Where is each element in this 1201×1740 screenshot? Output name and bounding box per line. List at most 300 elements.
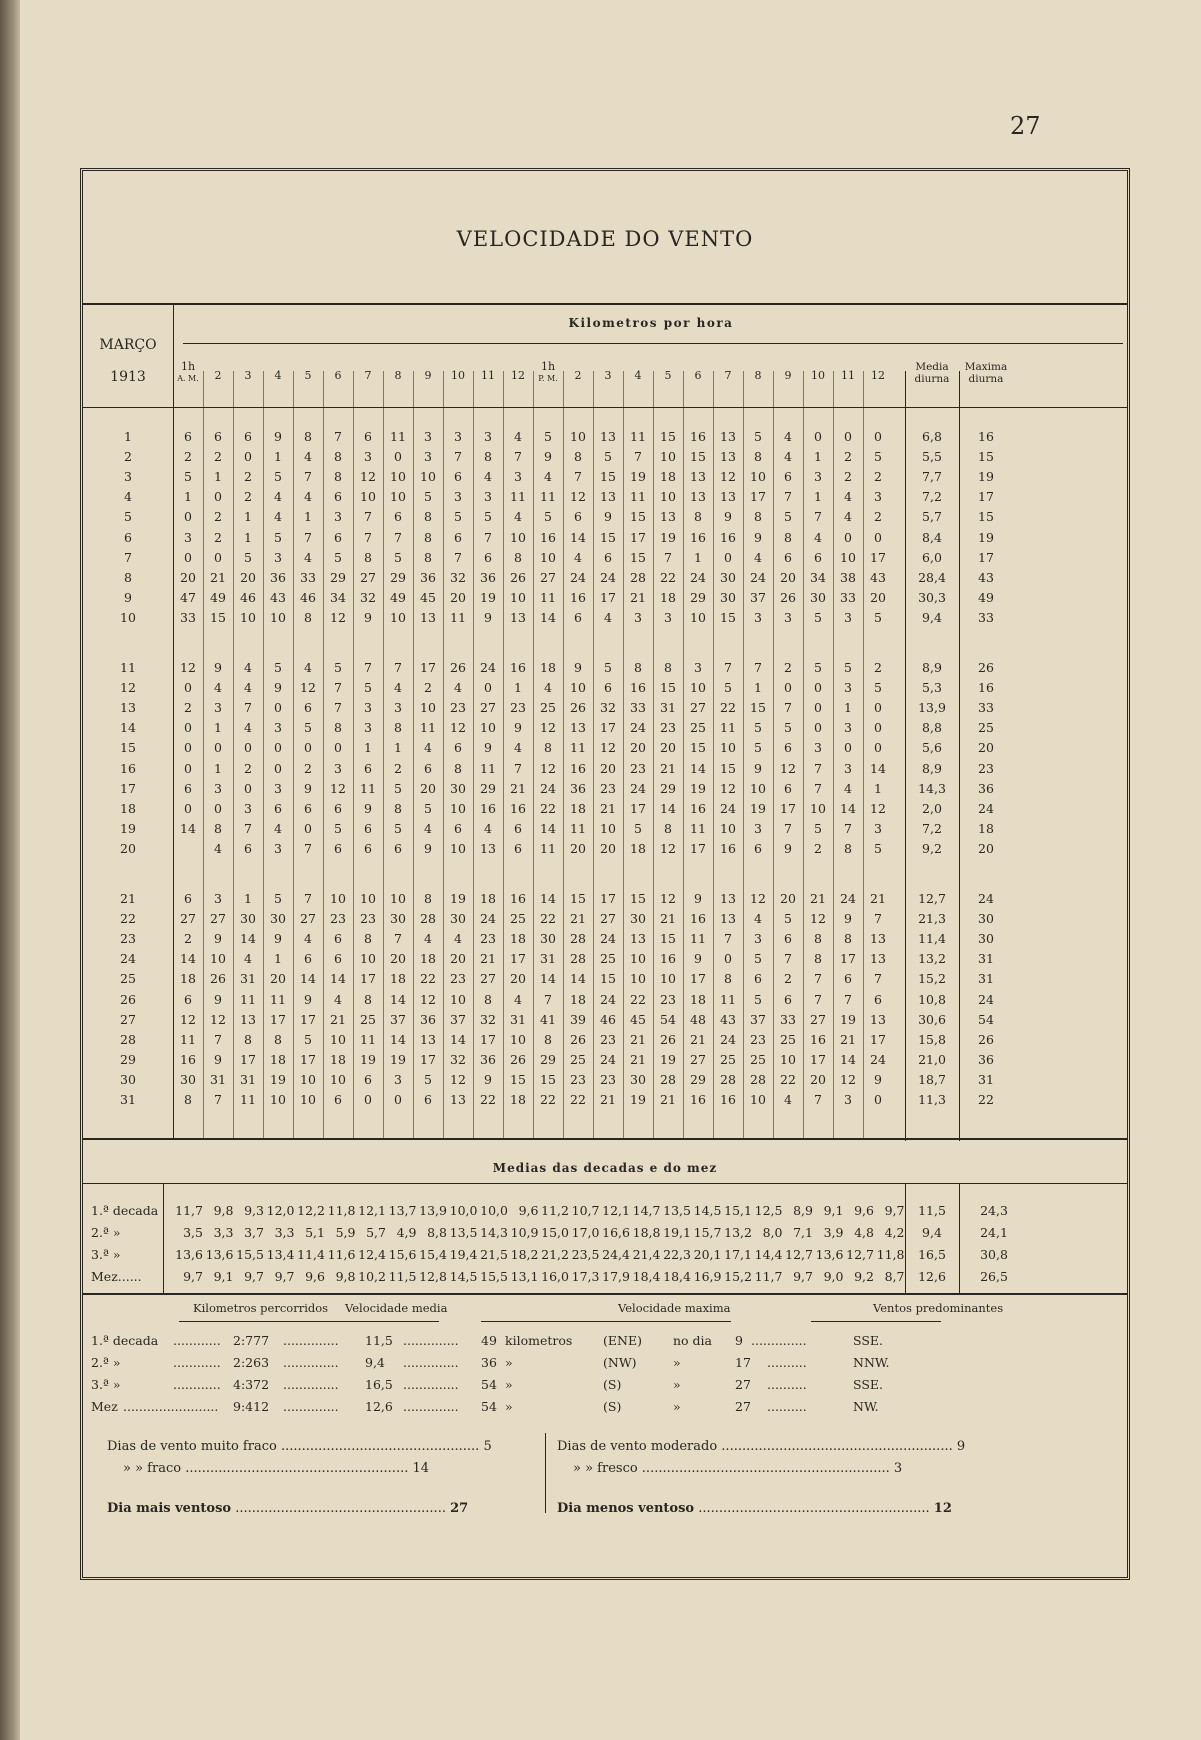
hourly-value: 10: [720, 820, 736, 836]
hourly-value: 5: [874, 609, 882, 625]
day-number: 6: [124, 529, 132, 545]
hourly-value: 46: [240, 589, 256, 605]
hourly-value: 22: [780, 1071, 796, 1087]
hourly-value: 8: [484, 991, 492, 1007]
vento-value: NW.: [853, 1399, 879, 1414]
maxima-diurna-value: 16: [978, 680, 994, 696]
hourly-value: 8: [334, 720, 342, 736]
hourly-value: 7: [364, 509, 372, 525]
ventos-header: Ventos predominantes: [873, 1301, 1004, 1315]
decade-value: 8,0: [762, 1225, 783, 1240]
decade-value: 10,0: [480, 1203, 508, 1218]
hourly-value: 1: [754, 680, 762, 696]
hourly-value: 30: [720, 569, 736, 585]
hourly-value: 37: [450, 1011, 466, 1027]
hourly-value: 10: [450, 800, 466, 816]
hourly-value: 7: [454, 549, 462, 565]
hour-header: 11: [841, 369, 855, 382]
hourly-value: 9: [424, 840, 432, 856]
hourly-value: 8: [784, 529, 792, 545]
hourly-value: 9: [274, 931, 282, 947]
hourly-value: 17: [630, 800, 646, 816]
hourly-value: 14: [540, 891, 556, 906]
hourly-value: 5: [814, 820, 822, 836]
grid-vline: [203, 371, 204, 1138]
media-diurna-value: 8,9: [922, 760, 942, 776]
hourly-value: 10: [810, 800, 826, 816]
decade-value: 11,6: [327, 1247, 356, 1262]
hourly-value: 2: [214, 529, 222, 545]
hourly-value: 30: [180, 1071, 196, 1087]
decade-value: 14,3: [480, 1225, 508, 1240]
decade-value: 11,7: [754, 1269, 783, 1284]
hourly-value: 0: [274, 700, 282, 716]
decade-value: 15,1: [724, 1203, 752, 1218]
hourly-value: 18: [570, 991, 586, 1007]
decade-value: 13,6: [815, 1247, 844, 1262]
hourly-value: 0: [184, 760, 192, 776]
hourly-value: 3: [214, 700, 222, 716]
grid-vline: [563, 371, 564, 1138]
hourly-value: 17: [750, 489, 766, 505]
decade-value: 21,2: [541, 1247, 569, 1262]
hourly-value: 17: [600, 589, 616, 605]
leader-dots: ..........: [767, 1399, 807, 1414]
hourly-value: 22: [420, 971, 436, 987]
hourly-value: 47: [180, 589, 196, 605]
hourly-value: 6: [364, 760, 372, 776]
vento-value: NNW.: [853, 1355, 890, 1370]
leader-dots: ............: [173, 1355, 221, 1370]
hourly-value: 2: [784, 971, 792, 987]
decade-value: 9,8: [213, 1203, 234, 1218]
note-menos-label: Dia menos ventoso: [557, 1501, 695, 1516]
hourly-value: 14: [840, 1051, 856, 1067]
hourly-value: 8: [334, 449, 342, 465]
day-number: 22: [120, 911, 136, 927]
hourly-value: 8: [424, 529, 432, 545]
hourly-value: 27: [810, 1011, 826, 1027]
maxima-diurna-header: Maxima diurna: [964, 361, 1008, 385]
hourly-value: 15: [600, 971, 616, 987]
hourly-value: 0: [244, 740, 252, 756]
km-value: 2:263: [233, 1355, 270, 1370]
hourly-value: 9: [694, 951, 702, 967]
maxima-diurna-value: 31: [978, 951, 994, 967]
hourly-value: 6: [244, 429, 252, 444]
hourly-value: 16: [510, 800, 526, 816]
hourly-value: 10: [240, 609, 256, 625]
hourly-value: 13: [870, 1011, 886, 1027]
hourly-value: 5: [604, 449, 612, 465]
hourly-value: 5: [424, 800, 432, 816]
hourly-value: 20: [180, 569, 196, 585]
hourly-value: 1: [304, 509, 312, 525]
hourly-value: 16: [690, 800, 706, 816]
hourly-value: 6: [304, 700, 312, 716]
hourly-value: 11: [540, 840, 556, 856]
hourly-value: 0: [874, 529, 882, 545]
hourly-value: 9: [214, 1051, 222, 1067]
decade-value: 13,5: [449, 1225, 478, 1240]
hourly-value: 43: [270, 589, 286, 605]
hourly-value: 12: [720, 469, 736, 485]
decade-value: 10,9: [510, 1225, 539, 1240]
hourly-value: 7: [244, 820, 252, 836]
hourly-value: 3: [274, 840, 282, 856]
hourly-value: 23: [750, 1031, 766, 1047]
decade-value: 9,0: [823, 1269, 844, 1284]
media-diurna-value: 7,2: [922, 489, 942, 505]
hourly-value: 6: [334, 800, 342, 816]
day-number: 12: [120, 680, 136, 696]
dia-value: 17: [735, 1355, 751, 1370]
media-diurna-value: 30,3: [918, 589, 946, 605]
hourly-value: 19: [630, 1092, 646, 1107]
hourly-value: 15: [600, 529, 616, 545]
hourly-value: 12: [330, 780, 346, 796]
decade-value: 11,8: [327, 1203, 356, 1218]
hourly-value: 2: [844, 469, 852, 485]
hourly-value: 3: [844, 680, 852, 696]
hourly-value: 0: [184, 680, 192, 696]
hourly-value: 19: [390, 1051, 406, 1067]
hourly-value: 14: [390, 1031, 406, 1047]
hourly-value: 21: [810, 891, 826, 906]
hourly-value: 10: [660, 449, 676, 465]
hour-header-main: 1h: [540, 360, 556, 373]
decade-value: 13,5: [663, 1203, 691, 1218]
maxima-diurna-value: 24: [978, 991, 994, 1007]
hourly-value: 21: [660, 1092, 676, 1107]
day-number: 28: [120, 1031, 136, 1047]
hourly-value: 24: [600, 1051, 616, 1067]
hourly-value: 31: [510, 1011, 526, 1027]
hourly-value: 10: [270, 609, 286, 625]
hourly-value: 3: [274, 780, 282, 796]
hourly-value: 11: [540, 489, 556, 505]
note-moderado-value: 9: [956, 1439, 966, 1454]
hourly-value: 4: [784, 1092, 792, 1107]
hourly-value: 39: [570, 1011, 586, 1027]
hourly-value: 29: [660, 780, 676, 796]
hourly-value: 7: [814, 509, 822, 525]
hourly-value: 25: [780, 1031, 796, 1047]
decade-value: 4,2: [884, 1225, 905, 1240]
hourly-value: 6: [604, 549, 612, 565]
hourly-value: 8: [754, 509, 762, 525]
hourly-value: 27: [360, 569, 376, 585]
hourly-value: 15: [630, 509, 646, 525]
hourly-value: 4: [514, 991, 522, 1007]
hourly-value: 3: [844, 609, 852, 625]
hourly-value: 12: [780, 760, 796, 776]
hourly-value: 4: [844, 780, 852, 796]
day-number: 15: [120, 740, 136, 756]
maxima-diurna-value: 54: [978, 1011, 994, 1027]
hourly-value: 14: [540, 820, 556, 836]
hourly-value: 15: [510, 1071, 526, 1087]
vel-media-value: 16,5: [365, 1377, 393, 1392]
hourly-value: 5: [634, 820, 642, 836]
hourly-value: 11: [510, 489, 526, 505]
hourly-value: 6: [184, 991, 192, 1007]
media-diurna-value: 8,9: [922, 660, 942, 675]
dia-label: »: [673, 1399, 681, 1414]
vel-max-unit: »: [505, 1355, 513, 1370]
hourly-value: 10: [330, 891, 346, 906]
hourly-value: 4: [814, 529, 822, 545]
hourly-value: 22: [660, 569, 676, 585]
decade-value: 18,8: [632, 1225, 661, 1240]
hourly-value: 1: [274, 449, 282, 465]
maxima-diurna-value: 31: [978, 1071, 994, 1087]
km-value: 9:412: [233, 1399, 270, 1414]
hourly-value: 8: [754, 449, 762, 465]
hourly-value: 11: [690, 931, 706, 947]
hourly-value: 5: [874, 840, 882, 856]
day-number: 27: [120, 1011, 136, 1027]
hourly-value: 30: [270, 911, 286, 927]
hourly-value: 11: [390, 429, 406, 444]
hourly-value: 3: [184, 529, 192, 545]
note-mais-value: 27: [450, 1501, 469, 1516]
hourly-value: 16: [510, 891, 526, 906]
decade-value: 21,5: [480, 1247, 508, 1262]
grid-vline: [905, 1183, 906, 1293]
hourly-value: 1: [214, 720, 222, 736]
hourly-value: 0: [844, 429, 852, 444]
hourly-value: 20: [780, 891, 796, 906]
km-value: 4:372: [233, 1377, 270, 1392]
decade-value: 3,7: [244, 1225, 264, 1240]
hourly-value: 6: [364, 820, 372, 836]
hourly-value: 20: [630, 740, 646, 756]
decade-value: 9,7: [884, 1203, 905, 1218]
hourly-value: 10: [210, 951, 226, 967]
hourly-value: 8: [184, 1092, 192, 1107]
decade-value: 15,7: [693, 1225, 722, 1240]
hourly-value: 4: [274, 509, 282, 525]
summary-label: 3.ª »: [91, 1377, 121, 1392]
day-number: 5: [124, 509, 132, 525]
hourly-value: 30: [810, 589, 826, 605]
decade-value: 12,4: [358, 1247, 386, 1262]
hourly-value: 6: [334, 489, 342, 505]
leader-dots: ..............: [403, 1399, 459, 1414]
hourly-value: 4: [484, 469, 492, 485]
media-diurna-value: 5,5: [922, 449, 942, 465]
hourly-value: 11: [630, 489, 646, 505]
hourly-value: 1: [364, 740, 372, 756]
hourly-value: 22: [570, 1092, 586, 1107]
hourly-value: 7: [814, 991, 822, 1007]
hour-header: 2: [574, 369, 582, 382]
hourly-value: 10: [390, 469, 406, 485]
hourly-value: 2: [424, 680, 432, 696]
grid-vline: [413, 371, 414, 1138]
hourly-value: 4: [244, 720, 252, 736]
leader-dots: ..........: [767, 1377, 807, 1392]
hourly-value: 12: [450, 1071, 466, 1087]
decade-label: 1.ª decada: [91, 1203, 159, 1218]
hourly-value: 29: [390, 569, 406, 585]
hourly-value: 22: [480, 1092, 496, 1107]
hourly-value: 14: [300, 971, 316, 987]
hourly-value: 11: [540, 589, 556, 605]
hourly-value: 9: [484, 1071, 492, 1087]
leader-dots: ..............: [283, 1399, 339, 1414]
summary-label: Mez: [91, 1399, 118, 1414]
hourly-value: 5: [394, 780, 402, 796]
hourly-value: 10: [750, 780, 766, 796]
hourly-value: 18: [690, 991, 706, 1007]
hourly-value: 0: [874, 720, 882, 736]
hourly-value: 7: [304, 840, 312, 856]
units-rule: [183, 343, 1123, 344]
hourly-value: 6: [184, 780, 192, 796]
hourly-value: 25: [510, 911, 526, 927]
hourly-value: 4: [424, 740, 432, 756]
decade-value: 19,4: [449, 1247, 478, 1262]
hourly-value: 21: [600, 800, 616, 816]
hourly-value: 1: [244, 529, 252, 545]
hourly-value: 0: [184, 549, 192, 565]
decade-value: 17,0: [571, 1225, 600, 1240]
hourly-value: 9: [274, 680, 282, 696]
hourly-value: 14: [240, 931, 256, 947]
hourly-value: 27: [600, 911, 616, 927]
hourly-value: 32: [480, 1011, 496, 1027]
hourly-value: 5: [814, 609, 822, 625]
hourly-value: 15: [750, 700, 766, 716]
hourly-value: 5: [754, 429, 762, 444]
page-number: 27: [1010, 112, 1041, 140]
hourly-value: 9: [484, 740, 492, 756]
hourly-value: 24: [600, 569, 616, 585]
decade-value: 8,7: [884, 1269, 905, 1284]
vel-max-header: Velocidade maxima: [618, 1301, 731, 1315]
hourly-value: 20: [600, 760, 616, 776]
hourly-value: 25: [600, 951, 616, 967]
hourly-value: 8: [394, 800, 402, 816]
hourly-value: 30: [390, 911, 406, 927]
hourly-value: 0: [214, 549, 222, 565]
hourly-value: 29: [690, 1071, 706, 1087]
hourly-value: 10: [600, 820, 616, 836]
decade-value: 5,7: [366, 1225, 386, 1240]
maxima-diurna-value: 22: [978, 1092, 994, 1107]
hourly-value: 10: [360, 891, 376, 906]
hour-header: 5: [304, 369, 312, 382]
grid-vline: [353, 371, 354, 1138]
hourly-value: 28: [570, 931, 586, 947]
hourly-value: 1: [874, 780, 882, 796]
hourly-value: 45: [420, 589, 436, 605]
hourly-value: 4: [304, 660, 312, 675]
hourly-value: 20: [420, 780, 436, 796]
page: [20, 0, 1201, 1740]
hourly-value: 7: [514, 449, 522, 465]
decade-value: 9,6: [305, 1269, 325, 1284]
hourly-value: 21: [480, 951, 496, 967]
hourly-value: 22: [540, 911, 556, 927]
hourly-value: 2: [244, 469, 252, 485]
hourly-value: 19: [450, 891, 466, 906]
hourly-value: 3: [364, 720, 372, 736]
decade-value: 9,7: [183, 1269, 203, 1284]
maxima-diurna-value: 18: [978, 820, 994, 836]
day-number: 26: [120, 991, 136, 1007]
hourly-value: 7: [844, 820, 852, 836]
decade-value: 3,3: [274, 1225, 295, 1240]
note-fraco-value: 14: [412, 1461, 430, 1476]
hourly-value: 22: [540, 800, 556, 816]
hourly-value: 4: [274, 489, 282, 505]
hourly-value: 24: [840, 891, 856, 906]
hourly-value: 3: [664, 609, 672, 625]
hourly-value: 14: [660, 800, 676, 816]
hourly-value: 28: [570, 951, 586, 967]
hourly-value: 48: [690, 1011, 706, 1027]
hourly-value: 9: [214, 931, 222, 947]
hourly-value: 17: [480, 1031, 496, 1047]
hourly-value: 24: [690, 569, 706, 585]
media-diurna-value: 28,4: [918, 569, 946, 585]
hourly-value: 17: [600, 891, 616, 906]
hourly-value: 16: [570, 760, 586, 776]
hourly-value: 10: [630, 971, 646, 987]
note-menos-value: 12: [933, 1501, 952, 1516]
note-fresco: » » fresco ............................................................ 3: [573, 1461, 903, 1476]
hourly-value: 7: [814, 1092, 822, 1107]
hourly-value: 25: [360, 1011, 376, 1027]
hourly-value: 17: [270, 1011, 286, 1027]
hourly-value: 34: [330, 589, 346, 605]
hourly-value: 13: [720, 891, 736, 906]
maxima-diurna-value: 31: [978, 971, 994, 987]
hourly-value: 30: [630, 1071, 646, 1087]
hourly-value: 24: [630, 780, 646, 796]
hourly-value: 18: [480, 891, 496, 906]
hourly-value: 13: [510, 609, 526, 625]
decade-value: 12,2: [297, 1203, 325, 1218]
vel-media-value: 11,5: [365, 1333, 393, 1348]
hourly-value: 31: [240, 1071, 256, 1087]
media-diurna-value: 13,9: [918, 700, 946, 716]
hourly-value: 0: [394, 1092, 402, 1107]
hourly-value: 10: [450, 991, 466, 1007]
hourly-value: 12: [570, 489, 586, 505]
hourly-value: 0: [784, 680, 792, 696]
decade-label: 3.ª »: [91, 1247, 121, 1262]
hourly-value: 11: [720, 720, 736, 736]
hourly-value: 26: [510, 1051, 526, 1067]
decade-value: 23,5: [571, 1247, 600, 1262]
hourly-value: 19: [750, 800, 766, 816]
hourly-value: 7: [754, 660, 762, 675]
maxima-diurna-value: 23: [978, 760, 994, 776]
hourly-value: 36: [270, 569, 286, 585]
hourly-value: 14: [570, 529, 586, 545]
hourly-value: 6: [784, 740, 792, 756]
hourly-value: 10: [750, 469, 766, 485]
hourly-value: 29: [480, 780, 496, 796]
table-frame: [80, 168, 1130, 1580]
hourly-value: 6: [784, 549, 792, 565]
hourly-value: 12: [300, 680, 316, 696]
hourly-value: 32: [450, 1051, 466, 1067]
